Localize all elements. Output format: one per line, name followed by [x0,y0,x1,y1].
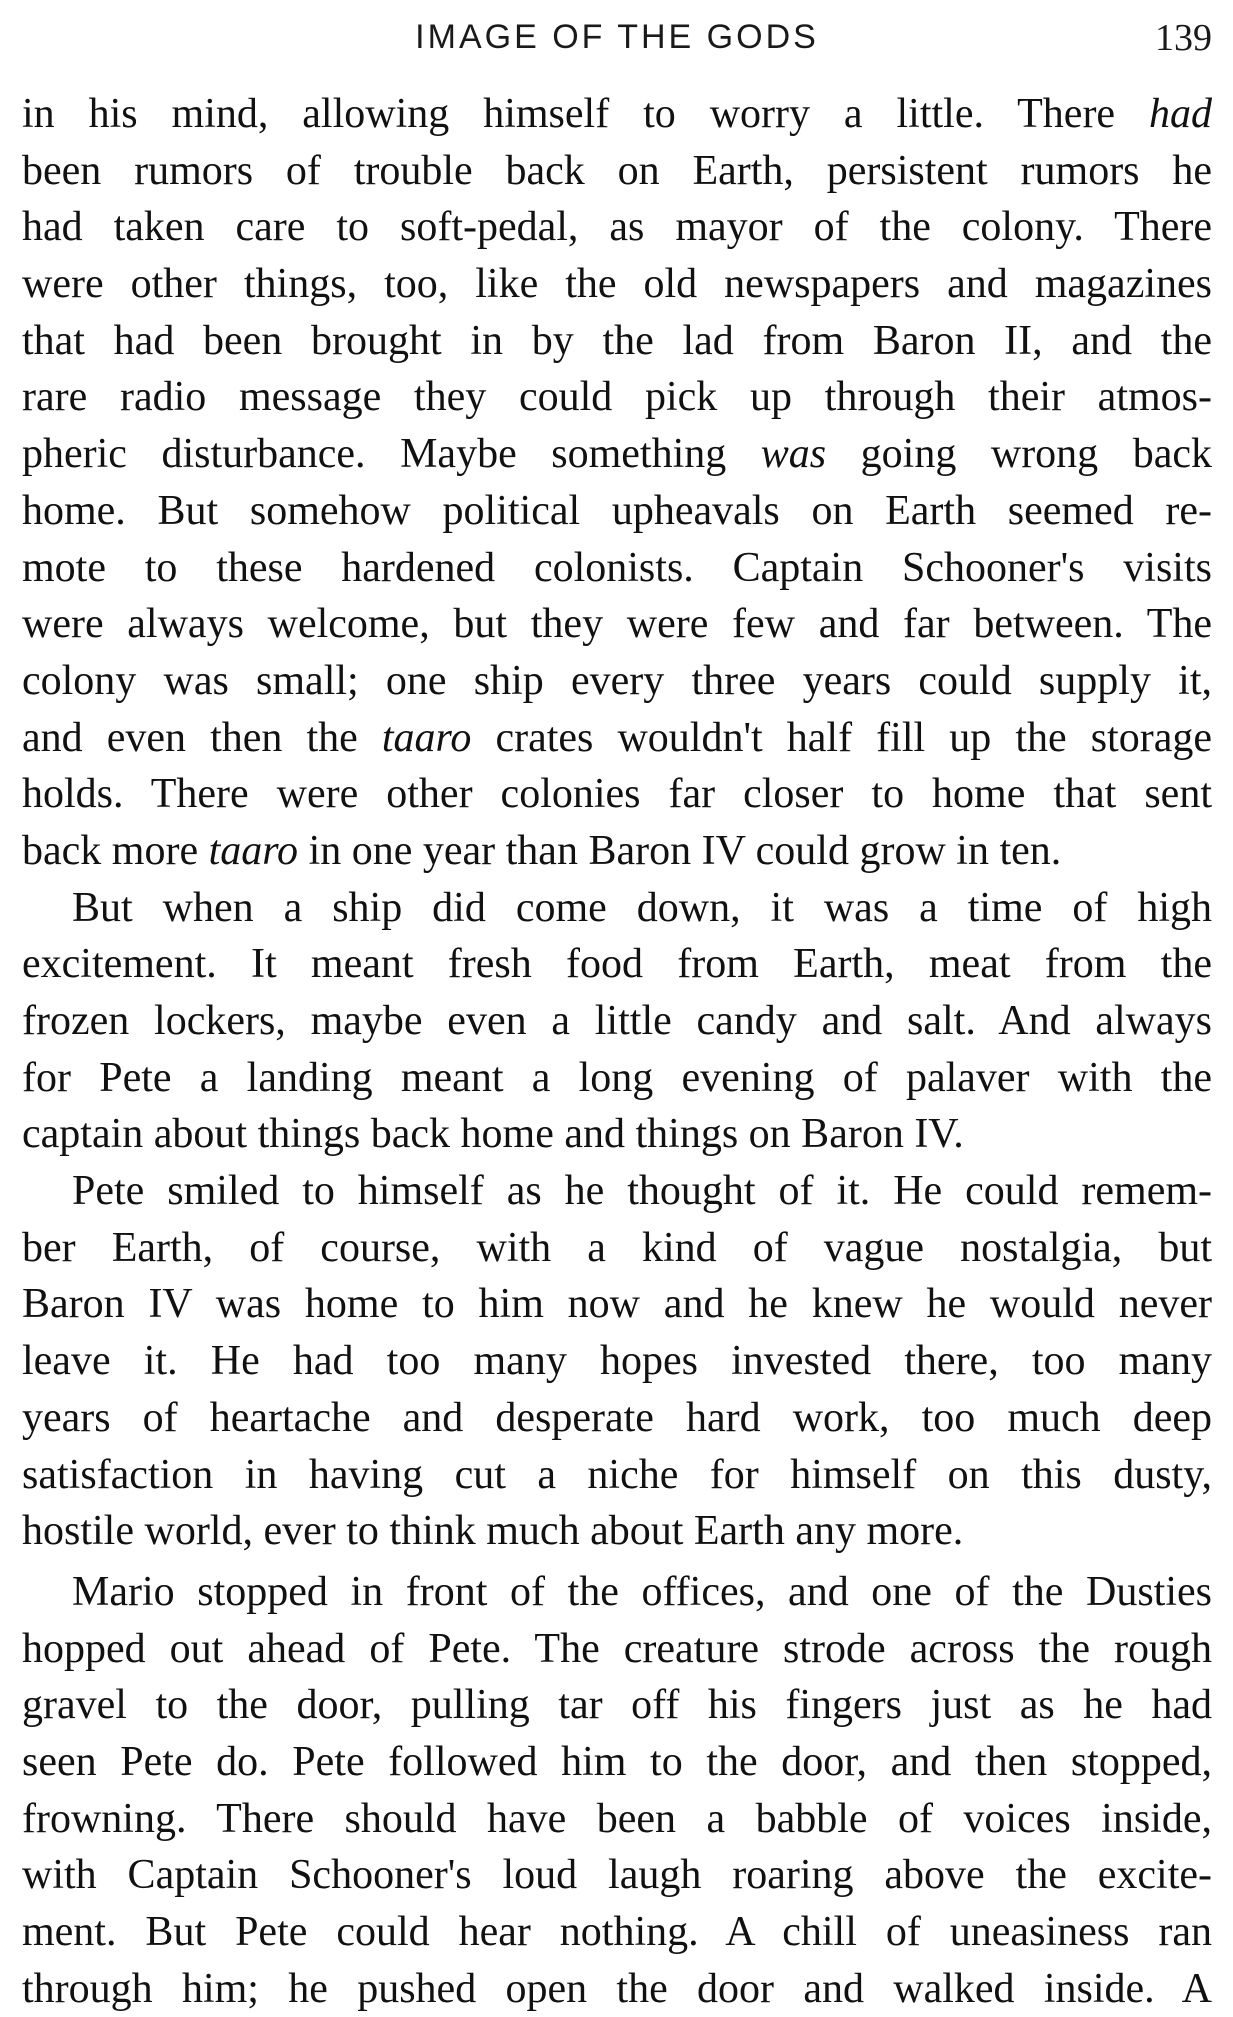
text-line: holds. There were other colonies far closer to home that sent [22,771,1212,818]
text-line: were always welcome, but they were few and far between. The [22,601,1212,648]
text-line: hopped out ahead of Pete. The creature strode across the rough [22,1625,1212,1672]
text-line: frozen lockers, maybe even a little candy and salt. And always [22,998,1212,1044]
text-line: home. But somehow political upheavals on Earth seemed re- [22,487,1212,534]
text-line: mote to these hardened colonists. Captain Schooner's visits [22,544,1212,591]
text-line: for Pete a landing meant a long evening of palaver with the [22,1054,1212,1101]
paragraph-first-line: Pete smiled to himself as he thought of it. He could remem- [72,1168,1212,1215]
running-title: IMAGE OF THE GODS [415,18,819,56]
text-line: rare radio message they could pick up through their atmos- [22,374,1212,421]
text-line: been rumors of trouble back on Earth, persistent rumors he [22,147,1212,194]
text-line: were other things, too, like the old newspapers and magazines [22,261,1212,308]
text-line: satisfaction in having cut a niche for himself on this dusty, [22,1451,1212,1498]
text-line: gravel to the door, pulling tar off his fingers just as he had [22,1682,1212,1729]
paragraph-last-line: back more taaro in one year than Baron IV could grow in ten. [22,827,1062,874]
text-line: years of heartache and desperate hard work, too much deep [22,1394,1212,1441]
text-line: colony was small; one ship every three years could supply it, [22,657,1212,704]
paragraph-first-line: Mario stopped in front of the offices, and one of the Dusties [72,1568,1212,1615]
page-header [22,14,1212,62]
text-line: in his mind, allowing himself to worry a little. There had [22,91,1212,137]
body-text [22,86,1212,2017]
text-line: ment. But Pete could hear nothing. A chill of uneasiness ran [22,1909,1212,1955]
page-number: 139 [1155,17,1212,59]
paragraph-last-line: captain about things back home and things on Baron IV. [22,1111,964,1158]
paragraph-last-line: hostile world, ever to think much about Earth any more. [22,1508,964,1555]
text-line: ber Earth, of course, with a kind of vague nostalgia, but [22,1224,1212,1271]
text-line: and even then the taaro crates wouldn't half fill up the storage [22,714,1213,761]
text-line: frowning. There should have been a babble of voices inside, [22,1795,1212,1842]
text-line: had taken care to soft-pedal, as mayor of the colony. There [22,204,1212,251]
text-line: pheric disturbance. Maybe something was going wrong back [22,431,1212,478]
text-line: through him; he pushed open the door and walked inside. A [22,1965,1212,2012]
text-line: excitement. It meant fresh food from Earth, meat from the [22,941,1212,988]
text-line: with Captain Schooner's loud laugh roaring above the excite- [22,1852,1212,1899]
text-line: seen Pete do. Pete followed him to the door, and then stopped, [22,1738,1212,1785]
text-line: Baron IV was home to him now and he knew he would never [22,1281,1212,1328]
paragraph-first-line: But when a ship did come down, it was a time of high [72,884,1212,931]
text-line: leave it. He had too many hopes invested there, too many [22,1338,1212,1385]
text-line: that had been brought in by the lad from Baron II, and the [22,317,1212,364]
